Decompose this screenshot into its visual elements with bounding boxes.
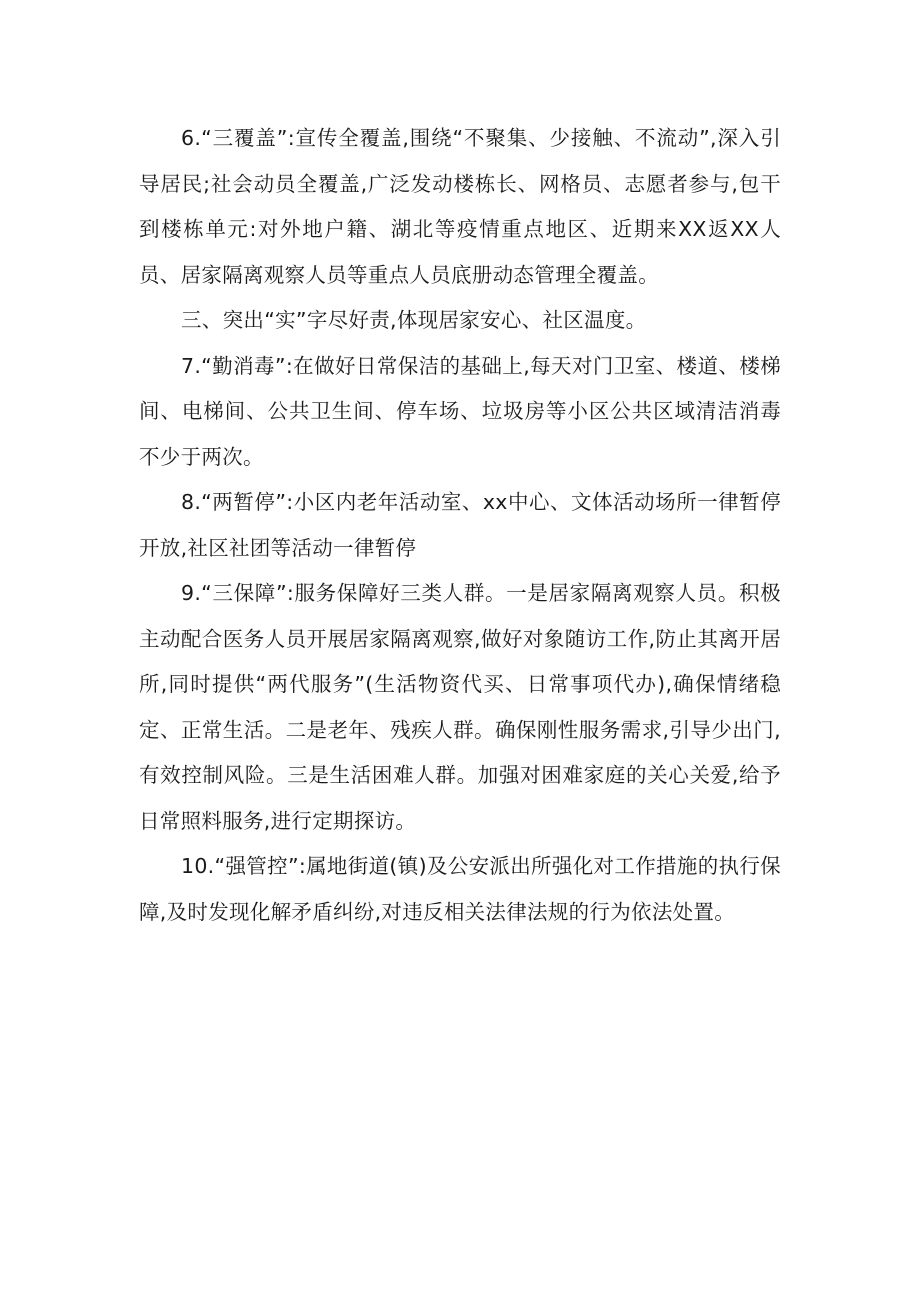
paragraph-7-disinfection: 7.“勤消毒”:在做好日常保洁的基础上,每天对门卫室、楼道、楼梯间、电梯间、公共卫生间、停车场、垃圾房等小区公共区域清洁消毒不少于两次。 [139, 353, 781, 469]
paragraph-8-two-suspensions: 8.“两暂停”:小区内老年活动室、xx中心、文体活动场所一律暂停开放,社区社团等活动一律暂停 [139, 490, 781, 560]
paragraph-6-three-coverage: 6.“三覆盖”:宣传全覆盖,围绕“不聚集、少接触、不流动”,深入引导居民;社会动员全覆盖,广泛发动楼栋长、网格员、志愿者参与,包干到楼栋单元:对外地户籍、湖北等疫情重点地区、近期来XX返XX人员、居家隔离观察人员等重点人员底册动态管理全覆盖。 [139, 126, 781, 287]
section-heading-three: 三、突出“实”字尽好责,体现居家安心、社区温度。 [181, 308, 647, 332]
paragraph-9-three-guarantees: 9.“三保障”:服务保障好三类人群。一是居家隔离观察人员。积极主动配合医务人员开展居家隔离观察,做好对象随访工作,防止其离开居所,同时提供“两代服务”(生活物资代买、日常事项代办),确保情绪稳定、正常生活。二是老年、残疾人群。确保刚性服务需求,引导少出门,有效控制风险。三是生活困难人群。加强对困难家庭的关心关爱,给予日常照料服务,进行定期探访。 [139, 581, 781, 833]
paragraph-10-strong-control: 10.“强管控”:属地街道(镇)及公安派出所强化对工作措施的执行保障,及时发现化解矛盾纠纷,对违反相关法律法规的行为依法处置。 [139, 854, 781, 924]
document-body [139, 116, 781, 935]
